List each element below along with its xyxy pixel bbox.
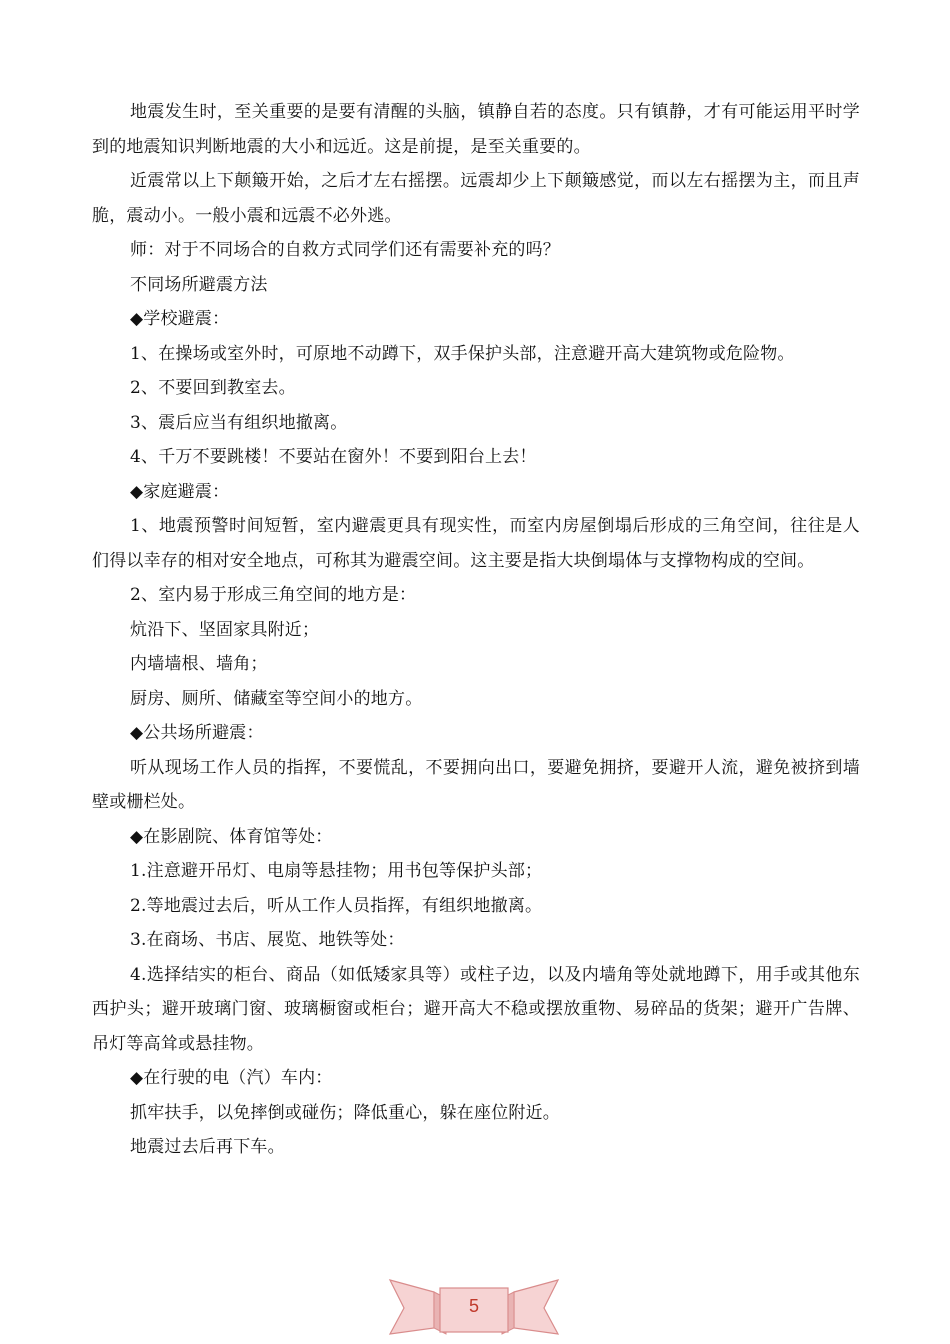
paragraph: 地震发生时，至关重要的是要有清醒的头脑，镇静自若的态度。只有镇静，才有可能运用平时学到的地震知识判断地震的大小和远近。这是前提，是至关重要的。 [92,102,860,157]
list-item: 2、不要回到教室去。 [130,378,296,398]
list-item: 1、在操场或室外时，可原地不动蹲下，双手保护头部，注意避开高大建筑物或危险物。 [130,343,795,364]
paragraph: 师：对于不同场合的自救方式同学们还有需要补充的吗？ [130,240,560,260]
paragraph: 抓牢扶手，以免摔倒或碰伤；降低重心，躲在座位附近。 [130,1102,560,1123]
list-item: 4.选择结实的柜台、商品（如低矮家具等）或柱子边，以及内墙角等处就地蹲下，用手或其他东西护头；避开玻璃门窗、玻璃橱窗或柜台；避开高大不稳或摆放重物、易碎品的货架；避开广告牌、吊灯等高耸或悬挂物。 [92,964,860,1054]
subsection-heading: ◆在行驶的电（汽）车内： [130,1068,333,1088]
page-footer [388,1270,560,1338]
paragraph: 炕沿下、坚固家具附近； [130,619,320,640]
paragraph: 厨房、厕所、储藏室等空间小的地方。 [130,688,423,709]
paragraph: 听从现场工作人员的指挥，不要慌乱，不要拥向出口，要避免拥挤，要避开人流，避免被挤到墙壁或栅栏处。 [92,757,860,812]
list-item: 2.等地震过去后，听从工作人员指挥，有组织地撤离。 [130,895,543,916]
list-item: 4、千万不要跳楼！不要站在窗外！不要到阳台上去！ [130,447,537,467]
page-number: 5 [468,1296,479,1316]
list-item: 2、室内易于形成三角空间的地方是： [130,585,417,605]
paragraph: 内墙墙根、墙角； [130,654,268,674]
list-item: 3.在商场、书店、展览、地铁等处： [130,930,405,950]
document-body [92,95,860,1165]
subsection-heading: ◆公共场所避震： [130,723,264,743]
paragraph: 地震过去后再下车。 [130,1137,285,1157]
subsection-heading: ◆家庭避震： [130,481,230,502]
paragraph: 近震常以上下颠簸开始，之后才左右摇摆。远震却少上下颠簸感觉，而以左右摇摆为主，而且声脆，震动小。一般小震和远震不必外逃。 [92,171,860,226]
list-item: 1.注意避开吊灯、电扇等悬挂物；用书包等保护头部； [130,861,543,881]
list-item: 3、震后应当有组织地撤离。 [130,412,348,433]
section-heading: 不同场所避震方法 [130,274,268,295]
subsection-heading: ◆学校避震： [130,309,230,329]
subsection-heading: ◆在影剧院、体育馆等处： [130,826,333,847]
list-item: 1、地震预警时间短暂，室内避震更具有现实性，而室内房屋倒塌后形成的三角空间，往往是人们得以幸存的相对安全地点，可称其为避震空间。这主要是指大块倒塌体与支撑物构成的空间。 [92,516,860,571]
